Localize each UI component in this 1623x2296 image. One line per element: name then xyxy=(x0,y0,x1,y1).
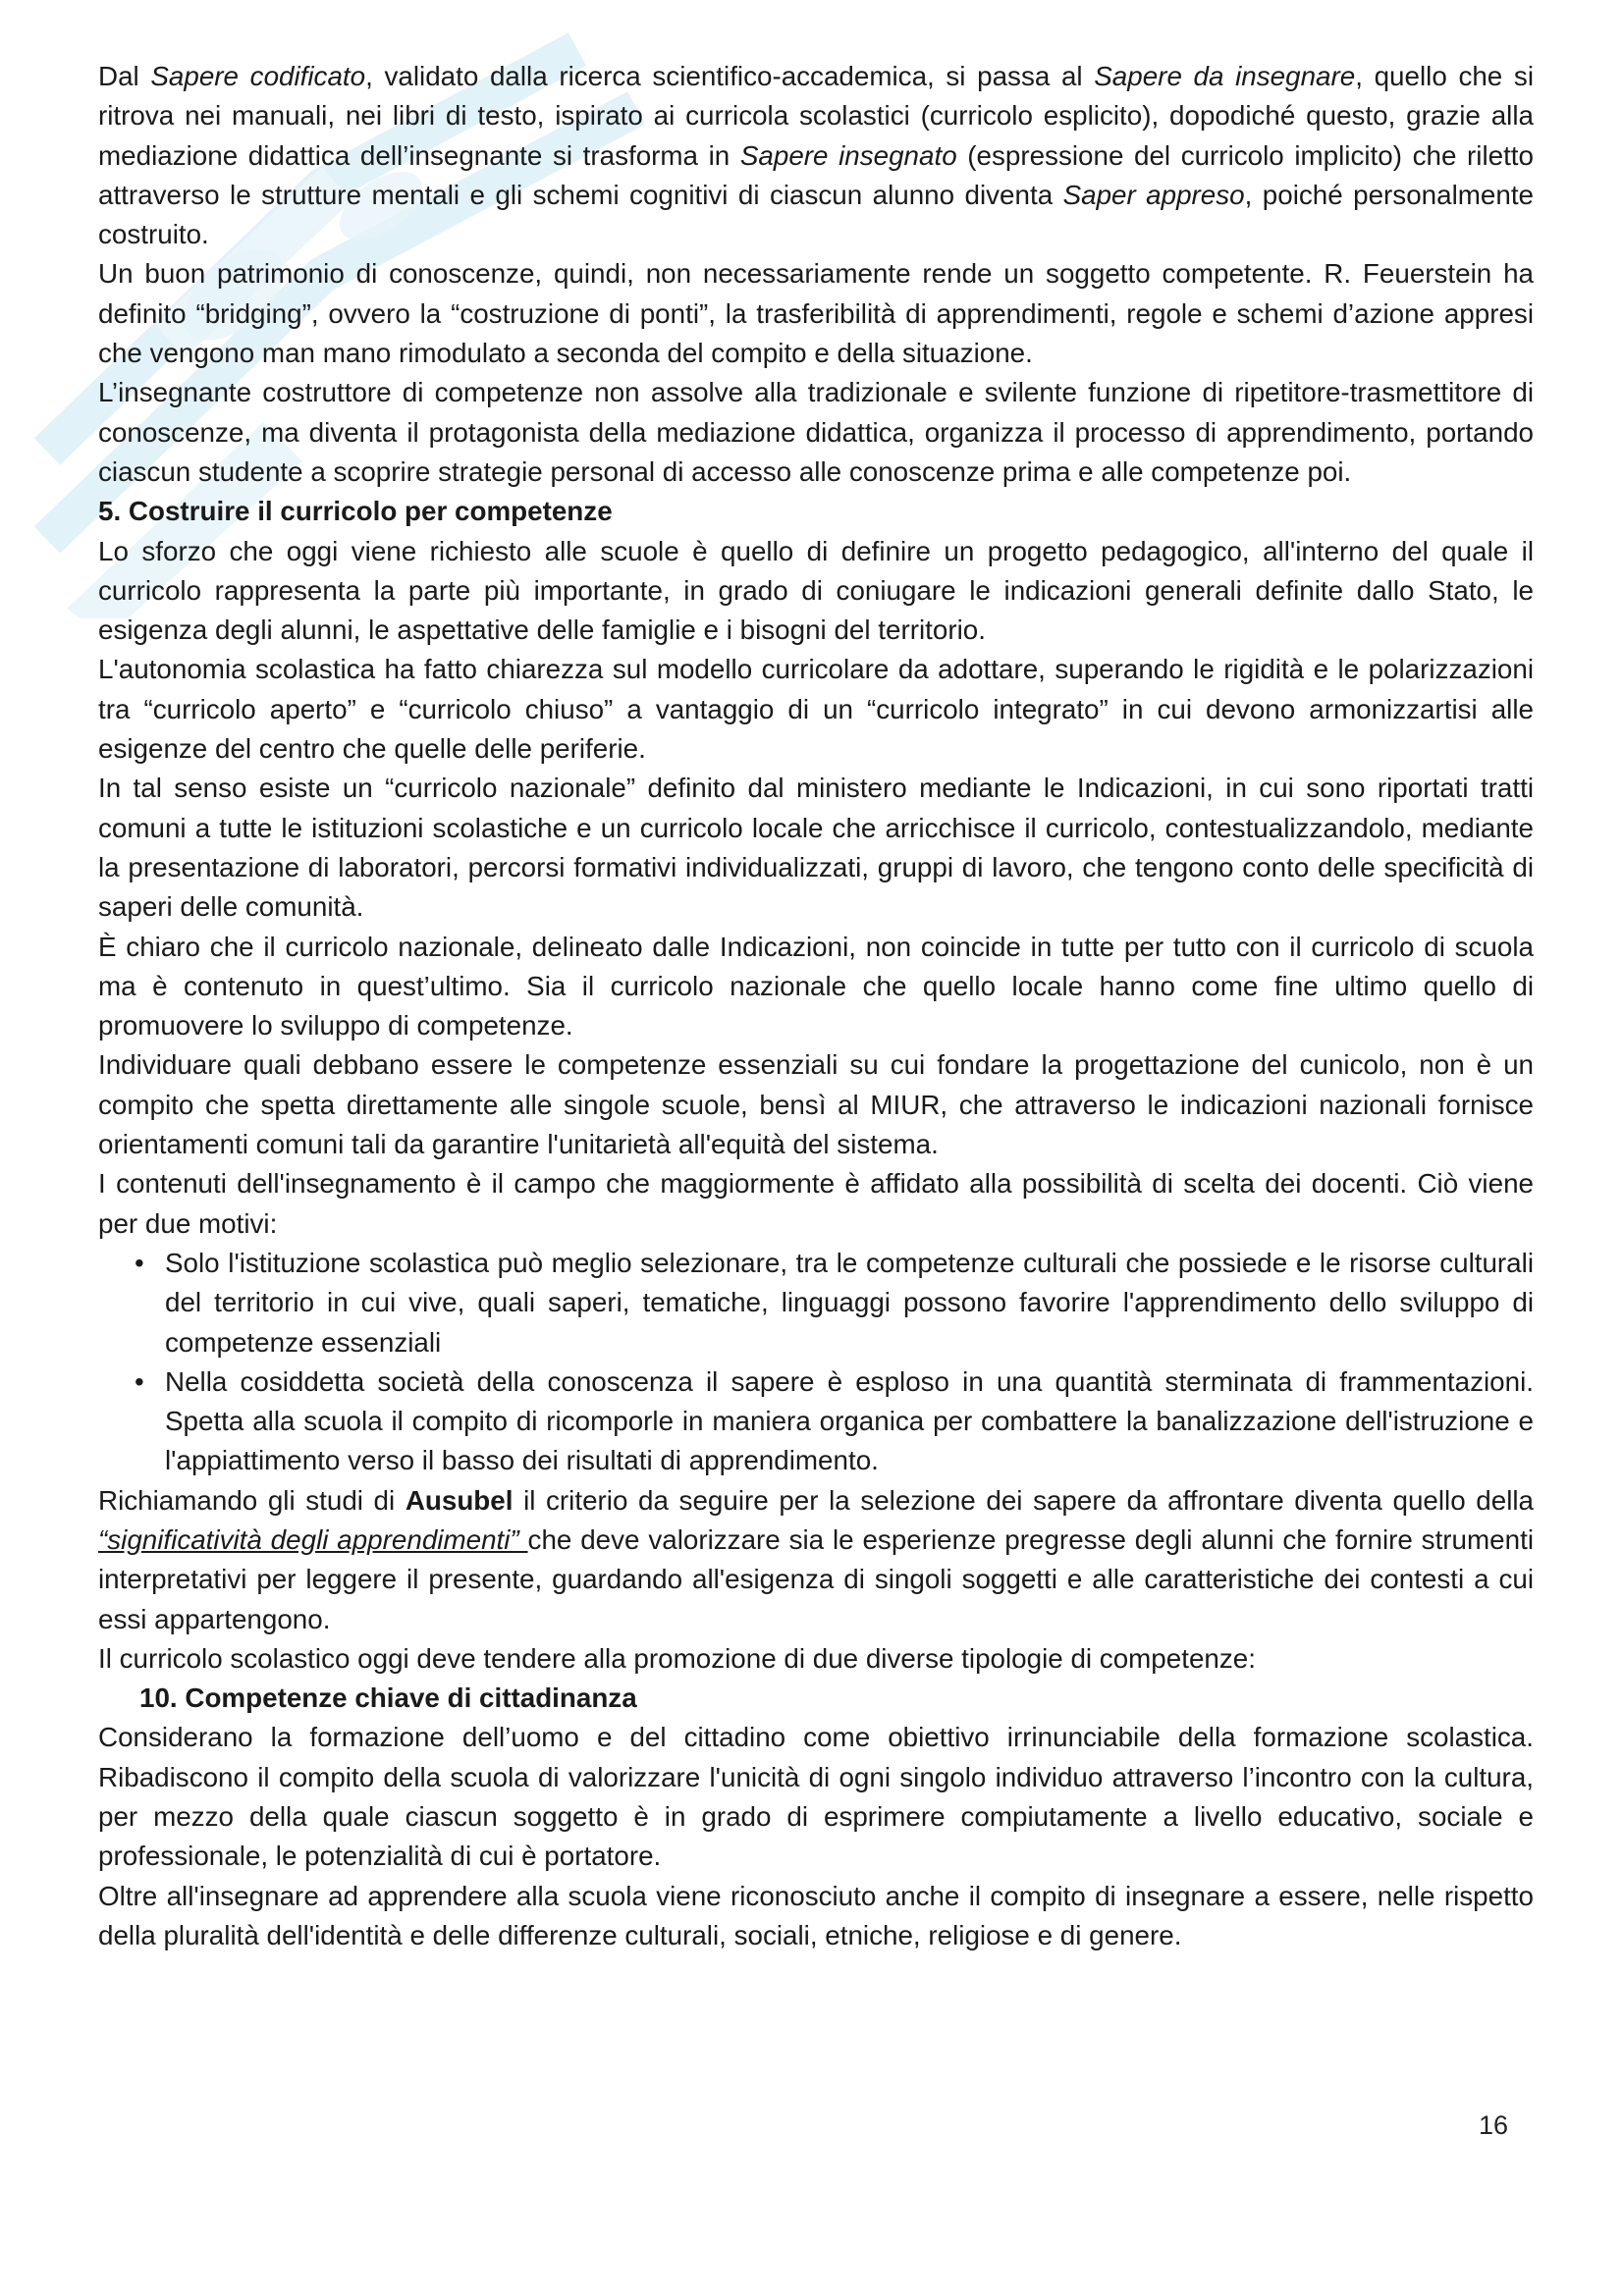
italic-term: Sapere insegnato xyxy=(739,139,957,171)
page-number: 16 xyxy=(1479,2110,1509,2140)
italic-term: Sapere codificato xyxy=(150,61,366,91)
text-run: Richiamando gli studi di xyxy=(98,1484,406,1516)
document-body xyxy=(98,57,1534,1955)
text-run: , validato dalla ricerca scientifico-accademica, si passa al xyxy=(365,61,1095,91)
list-item: • Nella cosiddetta società della conoscenza il sapere è esploso in una quantità sterminata di frammentazioni. Spetta alla scuola il compito di ricomporle in maniera organica per combattere la banalizzazione dell'istruzione e l'appiattimento verso il basso dei risultati di apprendimento. xyxy=(98,1362,1534,1481)
underlined-term: “significatività degli apprendimenti” xyxy=(98,1523,528,1555)
text-run: Dal xyxy=(98,61,151,91)
paragraph-pluralita: Oltre all'insegnare ad apprendere alla scuola viene riconosciuto anche il compito di insegnare a essere, nelle rispetto della pluralità dell'identità e delle differenze culturali, sociali, etniche, religiose e di genere. xyxy=(98,1880,1534,1950)
bullet-list xyxy=(98,1244,1534,1481)
paragraph-tipologie: Il curricolo scolastico oggi deve tendere alla promozione di due diverse tipologie di competenze: xyxy=(98,1642,1256,1674)
paragraph-bridging: Un buon patrimonio di conoscenze, quindi, non necessariamente rende un soggetto competente. R. Feuerstein ha definito “bridging”, ovvero la “costruzione di ponti”, la trasferibilità di apprendimenti, regole e schemi d’azione appresi che vengono man mano rimodulato a seconda del compito e della situazione. xyxy=(98,258,1534,369)
text-run: (espressione del curricolo implicito) che riletto attraverso le strutture mentali e gli schemi cognitivi di ciascun alunno diventa xyxy=(98,139,1534,210)
paragraph-miur: Individuare quali debbano essere le competenze essenziali su cui fondare la progettazione del cunicolo, non è un compito che spetta direttamente alle singole scuole, bensì al MIUR, che attraverso le indicazioni nazionali fornisce orientamenti comuni tali da garantire l'unitarietà all'equità del sistema. xyxy=(98,1049,1534,1160)
paragraph-insegnante: L’insegnante costruttore di competenze non assolve alla tradizionale e svilente funzione di ripetitore-trasmettitore di conoscenze, ma diventa il protagonista della mediazione didattica, organizza il processo di apprendimento, portando ciascun studente a scoprire strategie personal di accesso alle conoscenze prima e alle competenze poi. xyxy=(98,377,1534,487)
italic-term: Sapere da insegnare xyxy=(1094,61,1356,91)
list-item: • Solo l'istituzione scolastica può meglio selezionare, tra le competenze culturali che possiede e le risorse culturali del territorio in cui vive, quali saperi, tematiche, linguaggi possono favorire l'apprendimento dello sviluppo di competenze essenziali xyxy=(98,1244,1534,1362)
paragraph-sapere xyxy=(98,57,1534,254)
section-heading-5: 5. Costruire il curricolo per competenze xyxy=(98,496,613,527)
paragraph-curricolo-nazionale: In tal senso esiste un “curricolo nazionale” definito dal ministero mediante le Indicazioni, in cui sono riportati tratti comuni a tutte le istituzioni scolastiche e un curricolo locale che arricchisce il curricolo, contestualizzandolo, mediante la presentazione di laboratori, percorsi formativi individualizzati, gruppi di lavoro, che tengono conto delle specificità di saperi delle comunità. xyxy=(98,773,1534,923)
paragraph-contenuti: I contenuti dell'insegnamento è il campo che maggiormente è affidato alla possibilità di scelta dei docenti. Ciò viene per due motivi: xyxy=(98,1168,1534,1239)
paragraph-progetto: Lo sforzo che oggi viene richiesto alle scuole è quello di definire un progetto pedagogico, all'interno del quale il curricolo rappresenta la parte più importante, in grado di coniugare le indicazioni generali definite dallo Stato, le esigenza degli alunni, le aspettative delle famiglie e i bisogni del territorio. xyxy=(98,535,1534,646)
paragraph-formazione: Considerano la formazione dell’uomo e del cittadino come obiettivo irrinunciabile della formazione scolastica. Ribadiscono il compito della scuola di valorizzare l'unicità di ogni singolo individuo attraverso l’incontro con la cultura, per mezzo della quale ciascun soggetto è in grado di esprimere compiutamente a livello educativo, sociale e professionale, le potenzialità di cui è portatore. xyxy=(98,1722,1534,1872)
paragraph-autonomia: L'autonomia scolastica ha fatto chiarezza sul modello curricolare da adottare, superando le rigidità e le polarizzazioni tra “curricolo aperto” e “curricolo chiuso” a vantaggio di un “curricolo integrato” in cui devono armonizzartisi alle esigenze del centro che quelle delle periferie. xyxy=(98,654,1534,765)
text-run: , poiché personalmente costruito. xyxy=(98,179,1534,250)
text-run: che deve valorizzare sia le esperienze pregresse degli alunni che fornire strumenti interpretativi per leggere il presente, guardando all'esigenza di singoli soggetti e alle caratteristiche dei contesti a cui essi appartengono. xyxy=(98,1523,1534,1634)
text-run: , quello che si ritrova nei manuali, nei libri di testo, ispirato ai curricola scolastici (curricolo esplicito), dopodiché questo, grazie alla mediazione didattica dell’insegnante si trasforma in xyxy=(98,61,1534,171)
paragraph-indicazioni: È chiaro che il curricolo nazionale, delineato dalle Indicazioni, non coincide in tutte per tutto con il curricolo di scuola ma è contenuto in quest’ultimo. Sia il curricolo nazionale che quello locale hanno come fine ultimo quello di promuovere lo sviluppo di competenze. xyxy=(98,931,1534,1041)
text-run: il criterio da seguire per la selezione dei sapere da affrontare diventa quello della xyxy=(513,1484,1535,1516)
bold-term: Ausubel xyxy=(405,1484,514,1516)
section-heading-10: 10. Competenze chiave di cittadinanza xyxy=(139,1682,637,1714)
italic-term: Saper appreso xyxy=(1062,179,1245,210)
paragraph-ausubel xyxy=(98,1481,1534,1639)
